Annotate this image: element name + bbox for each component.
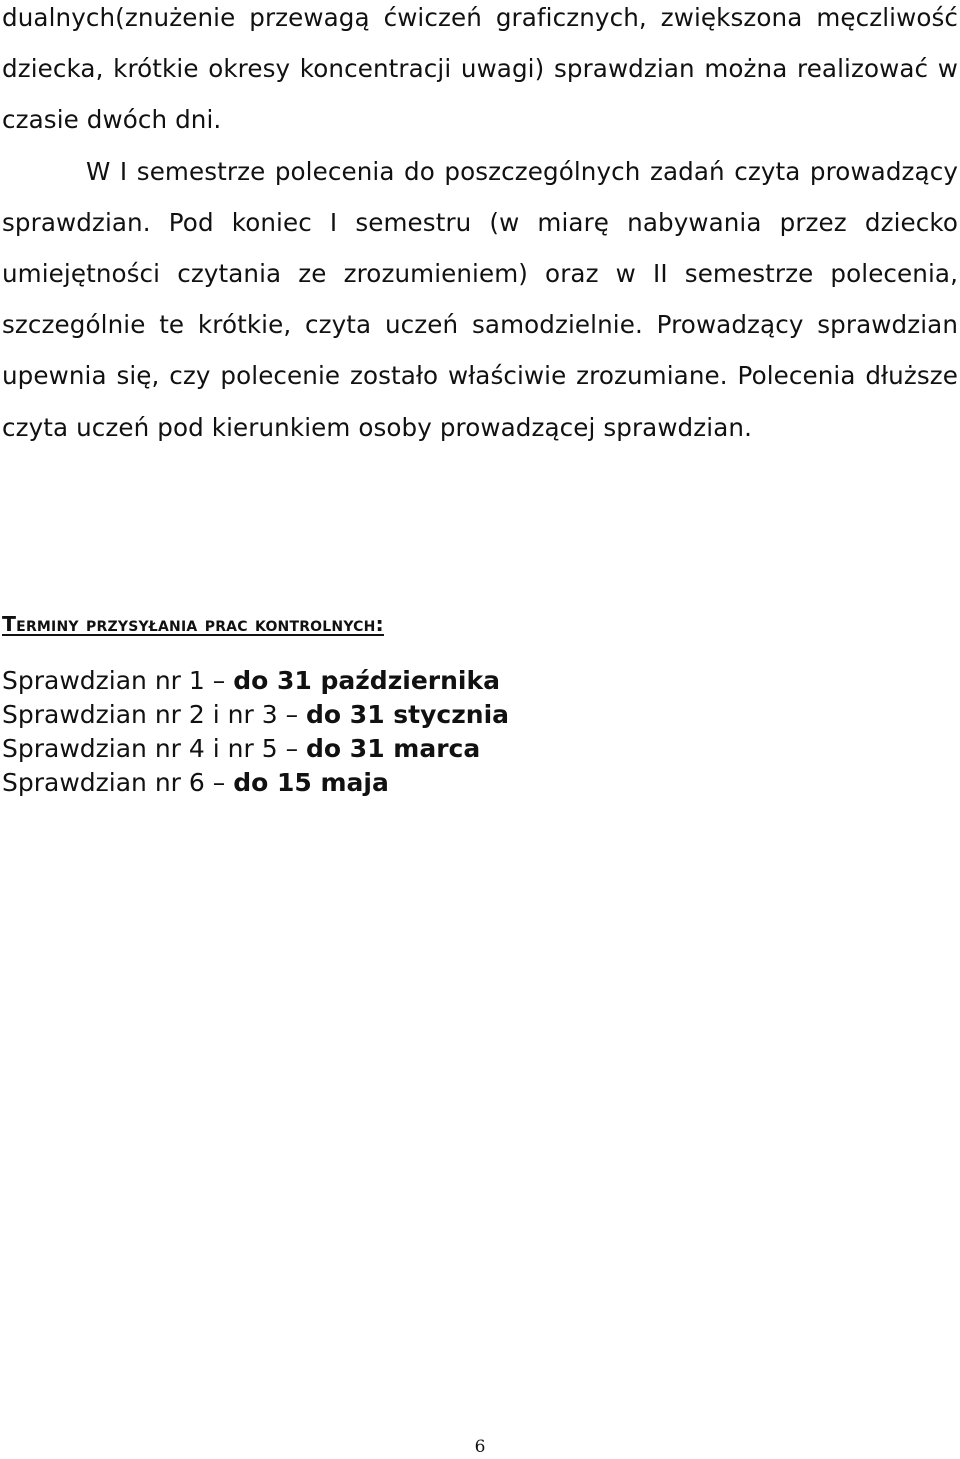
deadlines-heading: Terminy przysyłania prac kontrolnych:	[2, 612, 384, 636]
paragraph-instructions: W I semestrze polecenia do poszczególnych zadań czyta prowadzący sprawdzian. Pod koniec I semestru (w miarę nabywania przez dziecko umiejętności czytania ze zrozumieniem) oraz w II semestrze polecenia, szczególnie te krótkie, czyta uczeń samodzielnie. Prowadzący sprawdzian upewnia się, czy polecenie zostało właściwie zrozumiane. Polecenia dłuższe czyta uczeń pod kierunkiem osoby prowadzącej sprawdzian.	[2, 156, 958, 442]
deadline-date: do 15 maja	[233, 768, 389, 797]
deadline-label: Sprawdzian nr 1 –	[2, 666, 226, 695]
page-number: 6	[474, 1437, 486, 1457]
deadlines-list	[2, 664, 509, 800]
deadline-label: Sprawdzian nr 2 i nr 3 –	[2, 700, 299, 729]
deadline-date: do 31 marca	[306, 734, 481, 763]
deadline-label: Sprawdzian nr 4 i nr 5 –	[2, 734, 299, 763]
deadline-date: do 31 stycznia	[306, 700, 510, 729]
deadline-item	[2, 766, 509, 800]
body-text	[2, 0, 958, 453]
deadline-item	[2, 698, 509, 732]
paragraph-continuation: dualnych(znużenie przewagą ćwiczeń graficznych, zwiększona męczliwość dziecka, krótkie okresy koncentracji uwagi) sprawdzian można realizować w czasie dwóch dni.	[2, 3, 958, 135]
deadline-date: do 31 października	[233, 666, 500, 695]
deadline-item	[2, 732, 509, 766]
deadline-item	[2, 664, 509, 698]
deadline-label: Sprawdzian nr 6 –	[2, 768, 226, 797]
